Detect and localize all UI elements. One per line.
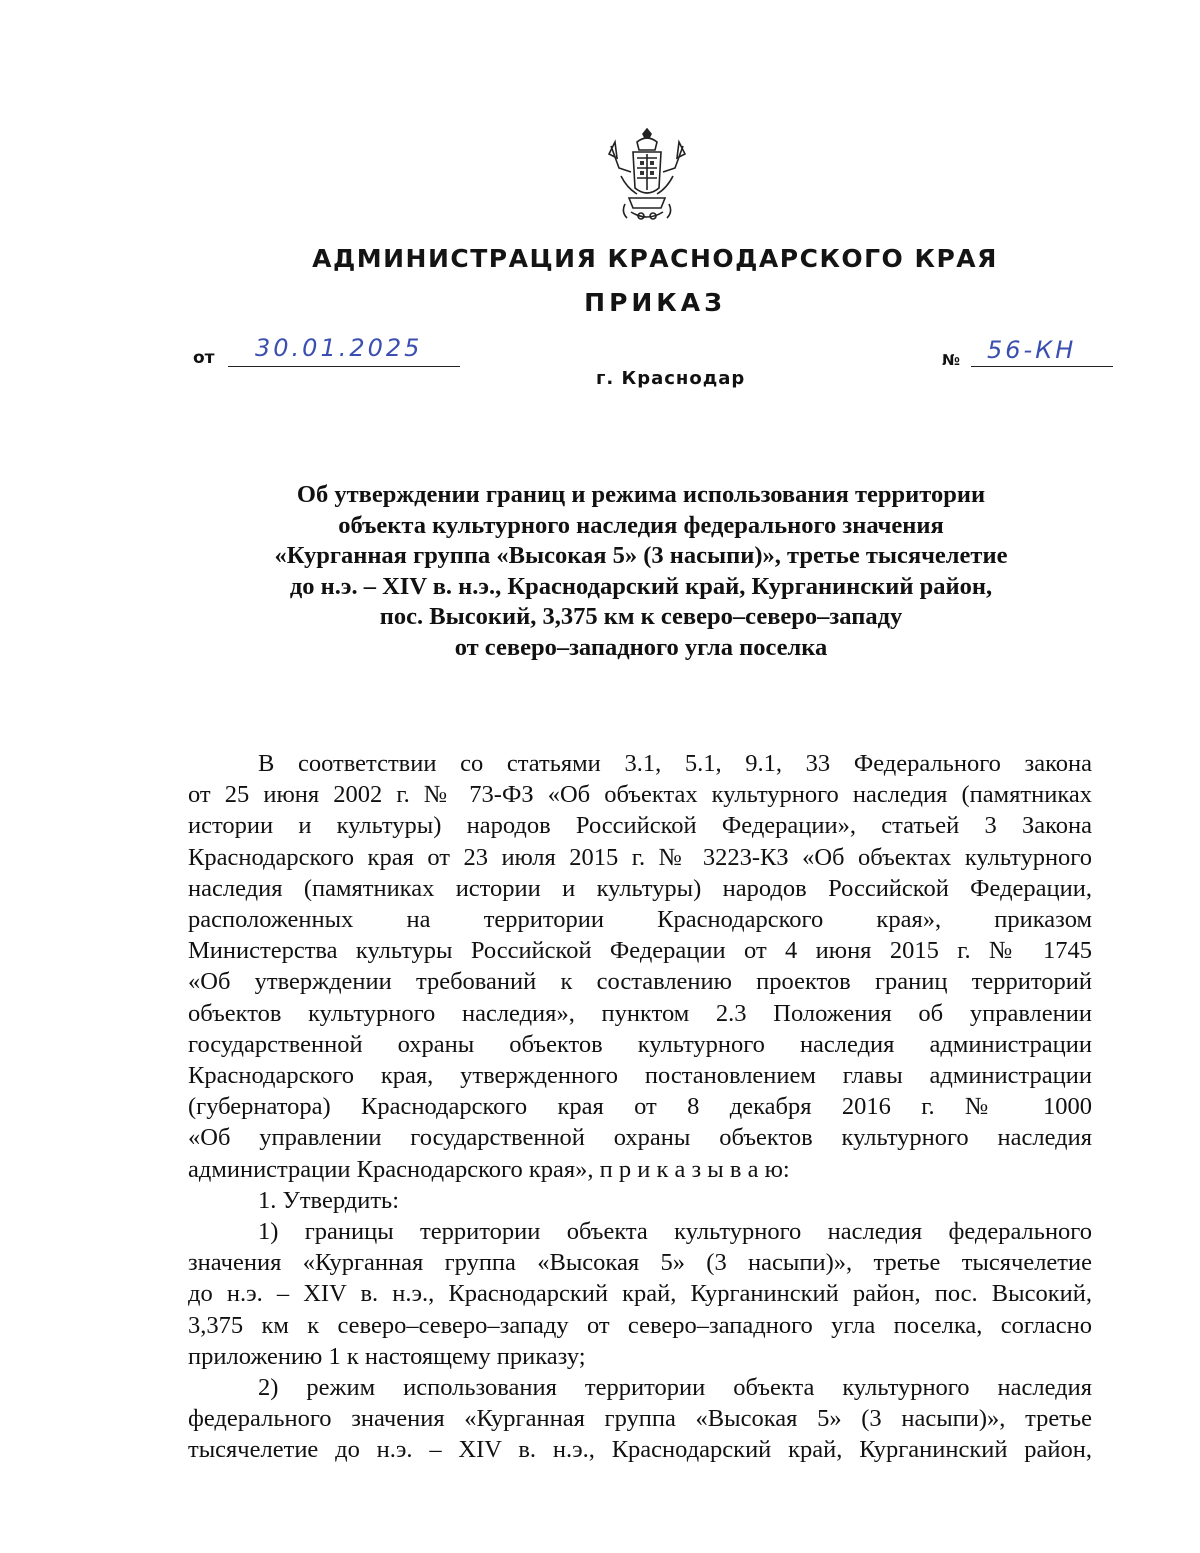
title-line: «Курганная группа «Высокая 5» (3 насыпи)», третье тысячелетие [274,542,1008,569]
body-line: «Об утверждении требований к составлению проектов границ территорий [188,968,1092,996]
title-line: от северо–западного угла поселка [454,633,828,661]
body-line: администрации Краснодарского края», п р и к а з ы в а ю: [188,1155,790,1183]
number-label: № [942,351,961,369]
body-line: 3,375 км к северо–северо–западу от северо–западного угла поселка, согласно [188,1311,1092,1339]
document-type: ПРИКАЗ [584,288,726,317]
body-line: наследия (памятниках истории и культуры) народов Российской Федерации, [188,874,1092,902]
document-title [190,480,1092,663]
body-line: 1. Утвердить: [258,1186,400,1214]
body-line: 1) границы территории объекта культурного наследия федерального [258,1218,1092,1246]
body-line: объектов культурного наследия», пунктом 2.3 Положения об управлении [188,999,1092,1027]
date-label: от [193,348,215,368]
title-line: Об утверждении границ и режима использования территории [296,481,986,508]
document-body [188,748,1092,1466]
body-line: (губернатора) Краснодарского края от 8 декабря 2016 г. № 1000 [188,1093,1092,1121]
body-line: государственной охраны объектов культурного наследия администрации [188,1030,1092,1058]
date-handwritten: 30.01.2025 [255,334,423,362]
body-line: В соответствии со статьями 3.1, 5.1, 9.1, 33 Федерального закона [258,750,1092,777]
coat-of-arms-emblem [607,128,687,224]
body-line: федерального значения «Курганная группа «Высокая 5» (3 насыпи)», третье [188,1405,1092,1433]
body-line: расположенных на территории Краснодарского края», приказом [188,906,1092,934]
title-line: объекта культурного наследия федерального значения [338,511,944,539]
city: г. Краснодар [596,368,746,389]
body-line: 2) режим использования территории объекта культурного наследия [258,1374,1092,1402]
body-line: Министерства культуры Российской Федерации от 4 июня 2015 г. № 1745 [188,937,1092,965]
body-line: истории и культуры) народов Российской Федерации», статьей 3 Закона [188,812,1092,840]
body-line: до н.э. – XIV в. н.э., Краснодарский край, Курганинский район, пос. Высокий, [188,1280,1092,1308]
body-line: Краснодарского края от 23 июля 2015 г. № 3223-КЗ «Об объектах культурного [188,843,1092,871]
body-line: Краснодарского края, утвержденного постановлением главы администрации [188,1062,1092,1090]
title-line: до н.э. – XIV в. н.э., Краснодарский край, Курганинский район, [289,572,993,600]
body-line: тысячелетие до н.э. – XIV в. н.э., Краснодарский край, Курганинский район, [188,1436,1092,1464]
organization-name: АДМИНИСТРАЦИЯ КРАСНОДАРСКОГО КРАЯ [312,244,998,273]
body-line: «Об управлении государственной охраны объектов культурного наследия [188,1124,1092,1152]
body-line: приложению 1 к настоящему приказу; [188,1342,586,1370]
body-line: от 25 июня 2002 г. № 73-ФЗ «Об объектах культурного наследия (памятниках [188,781,1092,809]
date-underline [228,366,460,367]
body-line: значения «Курганная группа «Высокая 5» (3 насыпи)», третье тысячелетие [188,1249,1092,1277]
number-handwritten: 56-КН [987,336,1077,364]
title-line: пос. Высокий, 3,375 км к северо–северо–западу [379,603,903,630]
number-underline [971,366,1113,367]
